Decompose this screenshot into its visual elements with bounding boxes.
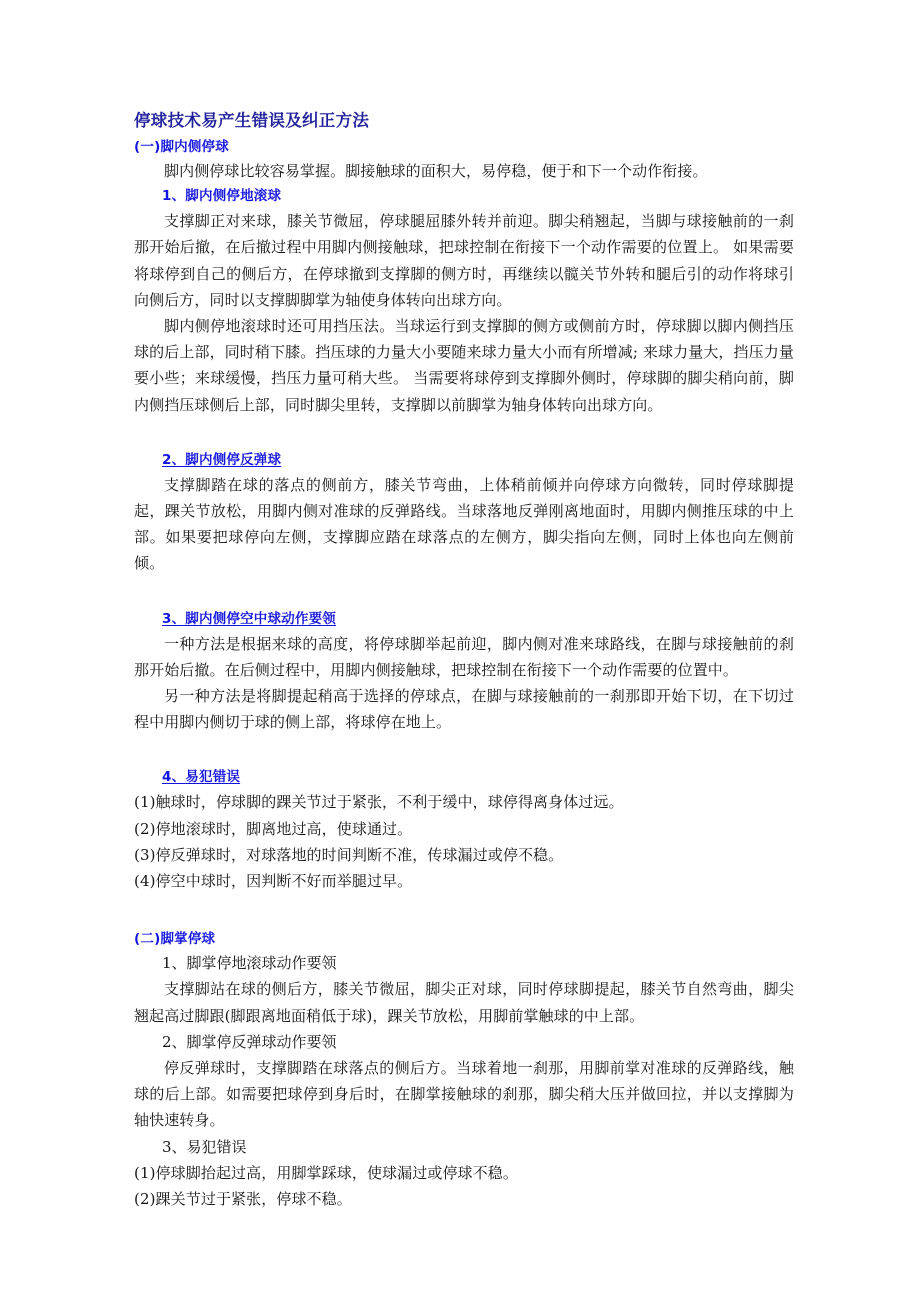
- paragraph-1-3-a: 一种方法是根据来球的高度，将停球脚举起前迎，脚内侧对准来球路线，在脚与球接触前的刹那开始后撤。在后侧过程中，用脚内侧接触球，把球控制在衔接下一个动作需要的位置中。: [134, 634, 794, 679]
- spacer: [134, 418, 794, 448]
- section-one-intro: 脚内侧停球比较容易掌握。脚接触球的面积大，易停稳，便于和下一个动作衔接。: [164, 162, 708, 180]
- spacer: [134, 894, 794, 928]
- paragraph-1-3-b: 另一种方法是将脚提起稍高于选择的停球点，在脚与球接触前的一刹那即开始下切，在下切过程中用脚内侧切于球的侧上部，将球停在地上。: [134, 687, 794, 732]
- error-item-1-3: (3)停反弹球时，对球落地的时间判断不准，传球漏过或停不稳。: [134, 845, 564, 864]
- paragraph-1-1-a: 支撑脚正对来球，膝关节微屈，停球腿屈膝外转并前迎。脚尖稍翘起，当脚与球接触前的一刹那开始后撤，在后撤过程中用脚内侧接触球，把球控制在衔接下一个动作需要的位置上。 如果需要将球停到自己的侧后方，在停球撤到支撑脚的侧方时，再继续以髋关节外转和腿后引的动作将球引向侧后方，同时以支撑脚脚掌为轴使身体转向出球方向。: [134, 212, 794, 309]
- page-title: 停球技术易产生错误及纠正方法: [134, 111, 370, 130]
- paragraph-1-1-b: 脚内侧停地滚球时还可用挡压法。当球运行到支撑脚的侧方或侧前方时，停球脚以脚内侧挡压球的后上部，同时稍下膝。挡压球的力量大小要随来球力量大小而有所增减; 来球力量大，挡压力量要小些；来球缓慢，挡压力量可稍大些。 当需要将球停到支撑脚外侧时，停球脚的脚尖稍向前，脚内侧挡压球侧后上部，同时脚尖里转，支撑脚以前脚掌为轴身体转向出球方向。: [134, 317, 794, 414]
- section-heading-two: (二)脚掌停球: [134, 931, 216, 948]
- spacer: [134, 577, 794, 607]
- section-heading-one: (一)脚内侧停球: [134, 139, 229, 155]
- subheading-1-1: 1、脚内侧停地滚球: [162, 188, 282, 205]
- error-item-1-2: (2)停地滚球时，脚离地过高，使球通过。: [134, 819, 413, 838]
- subheading-1-3: 3、脚内侧停空中球动作要领: [162, 610, 336, 627]
- subheading-2-2: 2、脚掌停反弹球动作要领: [162, 1032, 337, 1051]
- error-item-2-2: (2)踝关节过于紧张，停球不稳。: [134, 1190, 352, 1209]
- paragraph-2-2-a: 停反弹球时，支撑脚踏在球落点的侧后方。当球着地一刹那，用脚前掌对准球的反弹路线，触球的后上部。如需要把球停到身后时，在脚掌接触球的刹那，脚尖稍大压并做回拉，并以支撑脚为轴快速转身。: [134, 1059, 794, 1130]
- subheading-1-4: 4、易犯错误: [162, 769, 241, 786]
- error-item-2-1: (1)停球脚抬起过高，用脚掌踩球，使球漏过或停球不稳。: [134, 1163, 518, 1182]
- spacer: [134, 735, 794, 765]
- error-item-1-1: (1)触球时，停球脚的踝关节过于紧张，不利于缓中，球停得离身体过远。: [134, 793, 624, 812]
- subheading-2-1: 1、脚掌停地滚球动作要领: [162, 954, 337, 973]
- subheading-1-2: 2、脚内侧停反弹球: [162, 451, 282, 468]
- subheading-2-3: 3、易犯错误: [162, 1137, 247, 1156]
- paragraph-2-1-a: 支撑脚站在球的侧后方，膝关节微屈，脚尖正对球，同时停球脚提起，膝关节自然弯曲，脚尖翘起高过脚跟(脚跟离地面稍低于球)，踝关节放松，用脚前掌触球的中上部。: [134, 980, 794, 1025]
- error-item-1-4: (4)停空中球时，因判断不好而举腿过早。: [134, 872, 413, 891]
- paragraph-1-2-a: 支撑脚踏在球的落点的侧前方，膝关节弯曲，上体稍前倾并向停球方向微转，同时停球脚提起，踝关节放松，用脚内侧对准球的反弹路线。当球落地反弹刚离地面时，用脚内侧推压球的中上部。如果要把球停向左侧，支撑脚应踏在球落点的左侧方，脚尖指向左侧，同时上体也向左侧前倾。: [134, 475, 794, 573]
